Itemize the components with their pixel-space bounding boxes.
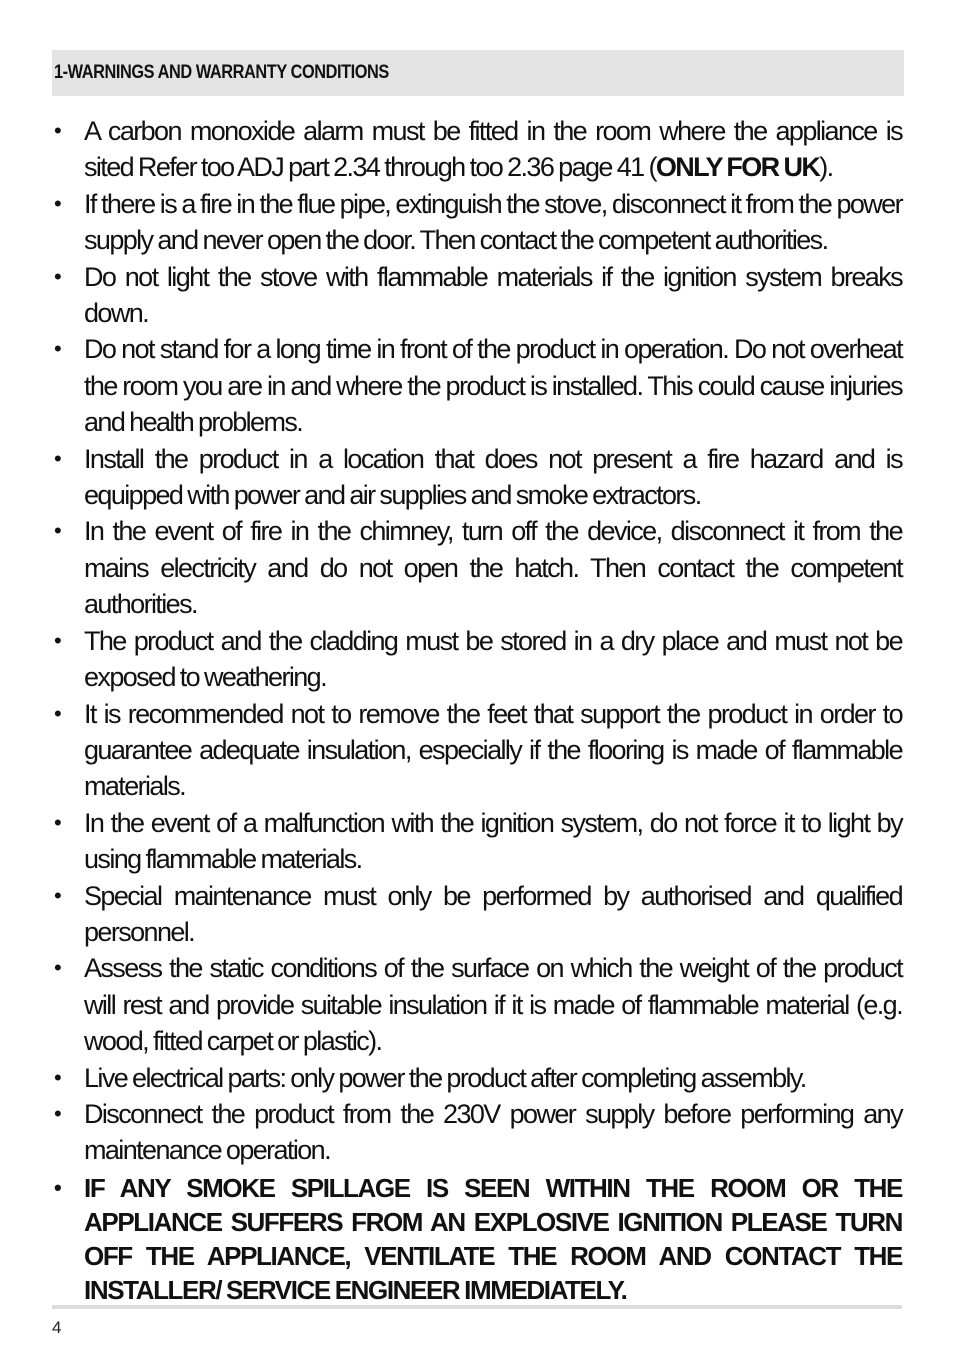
bullet: • [54,445,61,471]
list-item-text: In the event of a malfunction with the ignition system, do not force it to light by using flammable materials. [84,807,902,875]
bullet: • [54,518,61,544]
list-item [52,878,902,951]
page-number: 4 [52,1318,62,1337]
list-item [52,113,902,186]
list-item [52,186,902,259]
bullet: • [54,809,61,835]
list-item-text [84,116,902,182]
final-warning-text: IF ANY SMOKE SPILLAGE IS SEEN WITHIN THE ROOM OR THE APPLIANCE SUFFERS FROM AN EXPLOSIVE IGNITION PLEASE TURN OFF THE APPLIANCE, VENTILATE THE ROOM AND CONTACT THE INSTALLER/ SERVICE ENGINEER IMMEDIATELY. [84,1172,902,1305]
bullet: • [54,955,61,981]
list-item [52,805,902,878]
section-title: 1-WARNINGS AND WARRANTY CONDITIONS [54,62,389,83]
list-item [52,1060,902,1096]
list-item-text: The product and the cladding must be stored in a dry place and must not be exposed to weathering. [84,625,902,693]
bullet: • [54,627,61,653]
list-item-text: Special maintenance must only be performed by authorised and qualified personnel. [84,880,902,947]
bullet: • [54,882,61,908]
section-header [52,50,904,96]
list-item [52,441,902,514]
list-item-text: It is recommended not to remove the feet that support the product in order to guarantee adequate insulation, especially if the flooring is made of flammable materials. [84,698,902,802]
bullet: • [54,1174,61,1200]
list-item [52,1096,902,1169]
list-item [52,623,902,696]
list-item-text: Do not stand for a long time in front of the product in operation. Do not overheat the room you are in and where the product is installed. This could cause injuries and health problems. [84,334,902,438]
bullet: • [54,336,61,362]
bullet: • [54,1100,61,1126]
list-item-text: In the event of fire in the chimney, turn off the device, disconnect it from the mains electricity and do not open the hatch. Then contact the competent authorities. [84,516,902,620]
list-item [52,259,902,332]
footer-divider [52,1305,902,1309]
list-item-text: Assess the static conditions of the surface on which the weight of the product will rest and provide suitable insulation if it is made of flammable material (e.g. wood, fitted carpet or plastic). [84,953,902,1057]
warning-list [52,113,902,1307]
bullet: • [54,700,61,726]
only-for-uk-emphasis: ONLY FOR UK [655,152,820,183]
list-item [52,696,902,805]
list-item [52,331,902,440]
list-item [52,513,902,622]
list-item [52,950,902,1059]
final-warning-item [52,1171,902,1307]
bullet: • [54,263,61,289]
bullet: • [54,190,61,216]
list-item-text: Install the product in a location that does not present a fire hazard and is equipped with power and air supplies and smoke extractors. [84,443,902,511]
list-item-text: Do not light the stove with flammable materials if the ignition system breaks down. [84,261,902,329]
list-item-text: If there is a fire in the flue pipe, extinguish the stove, disconnect it from the power supply and never open the door. Then contact the competent authorities. [84,188,902,256]
bullet: • [54,1064,61,1090]
list-item-text-after: ). [819,152,833,183]
list-item-text: Live electrical parts: only power the product after completing assembly. [84,1062,806,1093]
bullet: • [54,118,61,143]
list-item-text: Disconnect the product from the 230V power supply before performing any maintenance operation. [84,1098,902,1166]
list-item-text-before: A carbon monoxide alarm must be fitted in the room where the appliance is sited Refer too ADJ part 2.34 through too 2.36 page 41 ( [84,116,902,183]
